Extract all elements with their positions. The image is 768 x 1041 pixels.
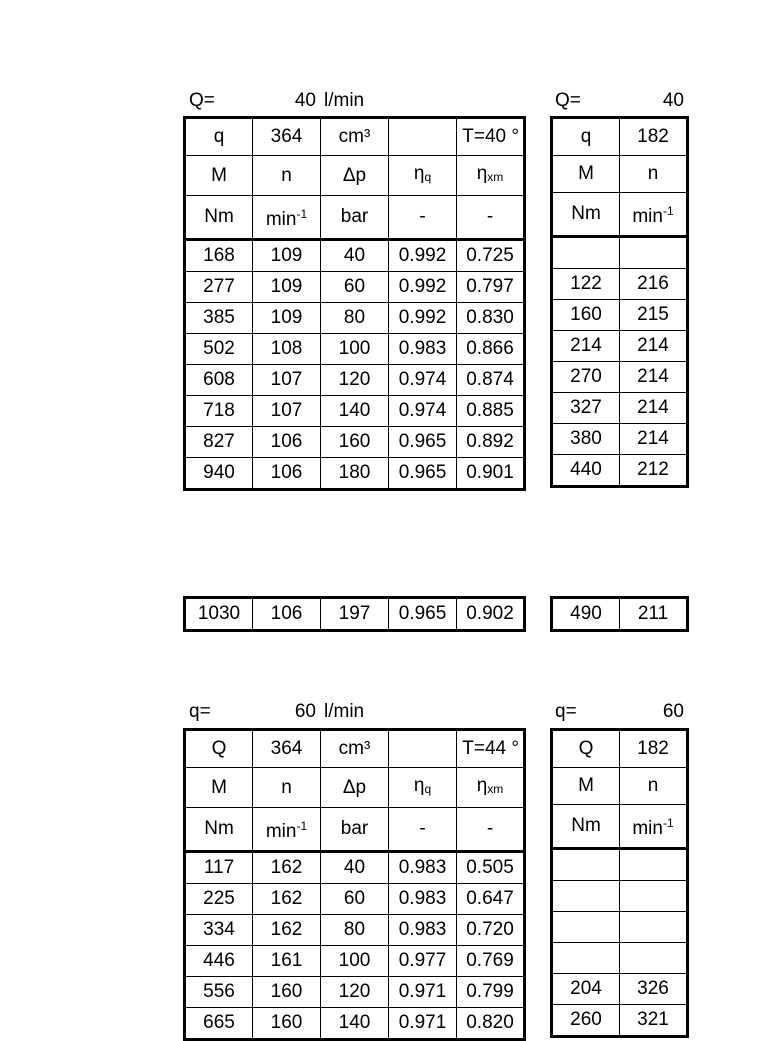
table-cell: 0.992: [389, 303, 457, 334]
unit-sup: -1: [296, 207, 308, 221]
unit-text: min: [265, 821, 297, 842]
table-cell: 40: [321, 240, 389, 272]
table-cell: 204: [552, 974, 620, 1005]
symbol-cell: n: [620, 768, 688, 805]
table-cell: 0.992: [389, 272, 457, 303]
unit-sup: -1: [662, 816, 674, 830]
table-cell: 0.820: [457, 1008, 525, 1040]
table-row: [185, 768, 525, 808]
symbol-cell: [457, 156, 525, 196]
s2-left-label: q=: [189, 701, 211, 722]
table-cell: [552, 912, 620, 943]
table-cell: 0.769: [457, 946, 525, 977]
table-cell: 140: [321, 1008, 389, 1040]
s2-left-value: 60: [294, 701, 316, 722]
symbol-cell: M: [552, 768, 620, 805]
table-cell: 665: [185, 1008, 253, 1040]
table-row: [552, 730, 688, 768]
table-row: [552, 974, 688, 1005]
table-cell: 60: [321, 272, 389, 303]
table-cell: 827: [185, 427, 253, 458]
s2-left-unit: l/min: [324, 701, 365, 722]
table-row: [552, 156, 688, 193]
table-row: [185, 118, 525, 156]
table-cell: 0.992: [389, 240, 457, 272]
table-row: [552, 393, 688, 424]
table-cell: [620, 912, 688, 943]
unit-cell: bar: [321, 808, 389, 852]
header-cell: 182: [620, 730, 688, 768]
header-cell: cm³: [321, 118, 389, 156]
header-cell: cm³: [321, 730, 389, 768]
header-cell: Q: [185, 730, 253, 768]
table-cell: 0.830: [457, 303, 525, 334]
table-cell: 80: [321, 303, 389, 334]
table-cell: 446: [185, 946, 253, 977]
table-row: [552, 300, 688, 331]
symbol-text: η: [476, 163, 488, 184]
table-cell: 107: [253, 365, 321, 396]
table-cell: 212: [620, 455, 688, 487]
table-cell: 162: [253, 915, 321, 946]
table-cell: 0.983: [389, 915, 457, 946]
unit-cell: -: [389, 196, 457, 240]
table-row: [185, 240, 525, 272]
table-row: [552, 849, 688, 881]
header-cell: 182: [620, 118, 688, 156]
table-cell: [552, 237, 620, 269]
table-row: [185, 458, 525, 490]
table-row: [552, 881, 688, 912]
table-row: [552, 331, 688, 362]
unit-cell: -: [457, 196, 525, 240]
table-row: [552, 193, 688, 237]
table-cell: 0.974: [389, 365, 457, 396]
unit-cell: [620, 193, 688, 237]
table-row: [185, 365, 525, 396]
table-cell: 160: [253, 1008, 321, 1040]
table-row: [185, 915, 525, 946]
table-row: [552, 1005, 688, 1037]
table-cell: 60: [321, 884, 389, 915]
table-cell: 385: [185, 303, 253, 334]
table-row: [552, 768, 688, 805]
symbol-cell: n: [620, 156, 688, 193]
table-cell: 0.505: [457, 852, 525, 884]
table-cell: 211: [620, 598, 688, 631]
unit-sup: -1: [296, 819, 308, 833]
table-row: [185, 156, 525, 196]
header-cell: T=44 °: [457, 730, 525, 768]
table-row: [185, 196, 525, 240]
table-cell: 106: [253, 427, 321, 458]
symbol-text: Δp: [342, 164, 367, 186]
table-cell: 0.725: [457, 240, 525, 272]
table-cell: 40: [321, 852, 389, 884]
table-row: [185, 334, 525, 365]
table-cell: 0.885: [457, 396, 525, 427]
table-cell: 214: [620, 424, 688, 455]
table-cell: 326: [620, 974, 688, 1005]
symbol-cell: [185, 156, 253, 196]
table-cell: 556: [185, 977, 253, 1008]
symbol-sub: q: [424, 782, 432, 796]
symbol-cell: [253, 156, 321, 196]
table-row: [185, 427, 525, 458]
table-row: [552, 362, 688, 393]
table-cell: 0.866: [457, 334, 525, 365]
table-row: [185, 396, 525, 427]
table-cell: 0.902: [457, 598, 525, 631]
unit-text: min: [265, 209, 297, 230]
table-cell: 120: [321, 365, 389, 396]
table-row: [552, 455, 688, 487]
unit-text: min: [632, 818, 663, 839]
symbol-text: M: [211, 776, 227, 798]
table-cell: [620, 943, 688, 974]
table-row: [185, 977, 525, 1008]
symbol-sub: xm: [487, 782, 504, 796]
table-cell: [552, 881, 620, 912]
table-cell: 168: [185, 240, 253, 272]
s1-left-table: [183, 116, 526, 491]
table-cell: 0.965: [389, 458, 457, 490]
unit-cell: [253, 808, 321, 852]
s1-left-label: Q=: [189, 90, 215, 111]
s2-right-value: 60: [662, 701, 684, 722]
table-cell: 0.977: [389, 946, 457, 977]
table-cell: 215: [620, 300, 688, 331]
unit-sup: -1: [662, 204, 674, 218]
table-cell: 0.974: [389, 396, 457, 427]
table-cell: 260: [552, 1005, 620, 1037]
symbol-text: Δp: [342, 776, 367, 798]
table-cell: 117: [185, 852, 253, 884]
unit-cell: Nm: [552, 805, 620, 849]
table-cell: 718: [185, 396, 253, 427]
table-row: [185, 884, 525, 915]
table-cell: 180: [321, 458, 389, 490]
s1-left-body: [185, 240, 525, 490]
unit-cell: -: [389, 808, 457, 852]
unit-cell: [253, 196, 321, 240]
table-cell: 502: [185, 334, 253, 365]
s1-right-table: [550, 116, 689, 488]
table-cell: 0.647: [457, 884, 525, 915]
table-cell: 214: [620, 362, 688, 393]
table-cell: 107: [253, 396, 321, 427]
table-row: [552, 943, 688, 974]
table-row: [185, 598, 525, 631]
table-cell: 214: [620, 393, 688, 424]
symbol-cell: [321, 156, 389, 196]
table-cell: 334: [185, 915, 253, 946]
table-cell: 109: [253, 240, 321, 272]
table-cell: 160: [253, 977, 321, 1008]
table-cell: 0.983: [389, 334, 457, 365]
table-row: [552, 118, 688, 156]
table-cell: 0.971: [389, 977, 457, 1008]
s2-right-body: [552, 849, 688, 1037]
table-row: [552, 424, 688, 455]
header-cell: 364: [253, 118, 321, 156]
table-row: [552, 912, 688, 943]
s1-extra-right-table: [550, 596, 689, 632]
table-cell: [620, 237, 688, 269]
table-row: [185, 730, 525, 768]
table-cell: 0.971: [389, 1008, 457, 1040]
header-cell: T=40 °: [457, 118, 525, 156]
s2-right-table: [550, 728, 689, 1038]
table-cell: 0.901: [457, 458, 525, 490]
symbol-cell: [321, 768, 389, 808]
table-cell: 0.983: [389, 852, 457, 884]
table-cell: 162: [253, 852, 321, 884]
table-cell: 0.797: [457, 272, 525, 303]
header-cell: Q: [552, 730, 620, 768]
table-cell: 321: [620, 1005, 688, 1037]
symbol-text: n: [281, 164, 292, 186]
table-row: [185, 946, 525, 977]
table-cell: 122: [552, 269, 620, 300]
header-cell: [389, 730, 457, 768]
table-cell: [620, 881, 688, 912]
table-cell: 327: [552, 393, 620, 424]
unit-cell: Nm: [185, 196, 253, 240]
table-cell: 490: [552, 598, 620, 631]
header-cell: q: [552, 118, 620, 156]
table-cell: 0.799: [457, 977, 525, 1008]
s1-left-value: 40: [294, 90, 316, 111]
table-cell: 0.720: [457, 915, 525, 946]
table-cell: 106: [253, 458, 321, 490]
unit-cell: bar: [321, 196, 389, 240]
header-cell: q: [185, 118, 253, 156]
table-cell: 440: [552, 455, 620, 487]
table-row: [552, 237, 688, 269]
table-cell: 380: [552, 424, 620, 455]
table-cell: 0.892: [457, 427, 525, 458]
table-cell: 100: [321, 946, 389, 977]
table-cell: 80: [321, 915, 389, 946]
symbol-text: M: [211, 164, 227, 186]
table-cell: 216: [620, 269, 688, 300]
table-cell: 197: [321, 598, 389, 631]
table-cell: 214: [552, 331, 620, 362]
unit-cell: -: [457, 808, 525, 852]
table-cell: 109: [253, 272, 321, 303]
table-cell: 140: [321, 396, 389, 427]
table-row: [185, 303, 525, 334]
symbol-sub: xm: [487, 170, 504, 184]
table-cell: 108: [253, 334, 321, 365]
table-row: [552, 598, 688, 631]
table-row: [185, 852, 525, 884]
table-row: [552, 269, 688, 300]
s1-right-body: [552, 237, 688, 487]
table-cell: 277: [185, 272, 253, 303]
table-cell: 162: [253, 884, 321, 915]
symbol-cell: [457, 768, 525, 808]
table-cell: 225: [185, 884, 253, 915]
s1-left-unit: l/min: [324, 90, 365, 111]
table-cell: 106: [253, 598, 321, 631]
symbol-sub: q: [424, 170, 432, 184]
s1-right-value: 40: [662, 90, 684, 111]
table-cell: 120: [321, 977, 389, 1008]
s1-right-label: Q=: [555, 90, 581, 111]
table-cell: 161: [253, 946, 321, 977]
symbol-cell: [389, 156, 457, 196]
table-cell: 214: [620, 331, 688, 362]
symbol-cell: [185, 768, 253, 808]
table-cell: 608: [185, 365, 253, 396]
unit-cell: Nm: [185, 808, 253, 852]
table-cell: 1030: [185, 598, 253, 631]
table-cell: 160: [321, 427, 389, 458]
symbol-text: η: [413, 163, 425, 184]
table-cell: 0.965: [389, 598, 457, 631]
table-cell: 0.874: [457, 365, 525, 396]
symbol-cell: [253, 768, 321, 808]
header-cell: [389, 118, 457, 156]
unit-text: min: [632, 206, 663, 227]
table-cell: 109: [253, 303, 321, 334]
table-cell: 0.983: [389, 884, 457, 915]
table-cell: 270: [552, 362, 620, 393]
s2-left-body: [185, 852, 525, 1040]
symbol-cell: [389, 768, 457, 808]
table-cell: [620, 849, 688, 881]
header-cell: 364: [253, 730, 321, 768]
unit-cell: [620, 805, 688, 849]
table-cell: 160: [552, 300, 620, 331]
table-cell: [552, 943, 620, 974]
table-row: [552, 805, 688, 849]
symbol-cell: M: [552, 156, 620, 193]
table-cell: [552, 849, 620, 881]
unit-cell: Nm: [552, 193, 620, 237]
table-cell: 940: [185, 458, 253, 490]
s1-extra-left-table: [183, 596, 526, 632]
symbol-text: η: [476, 775, 488, 796]
s2-right-label: q=: [555, 701, 577, 722]
table-cell: 0.965: [389, 427, 457, 458]
s2-left-table: [183, 728, 526, 1041]
symbol-text: η: [413, 775, 425, 796]
table-row: [185, 808, 525, 852]
table-cell: 100: [321, 334, 389, 365]
table-row: [185, 272, 525, 303]
symbol-text: n: [281, 776, 292, 798]
